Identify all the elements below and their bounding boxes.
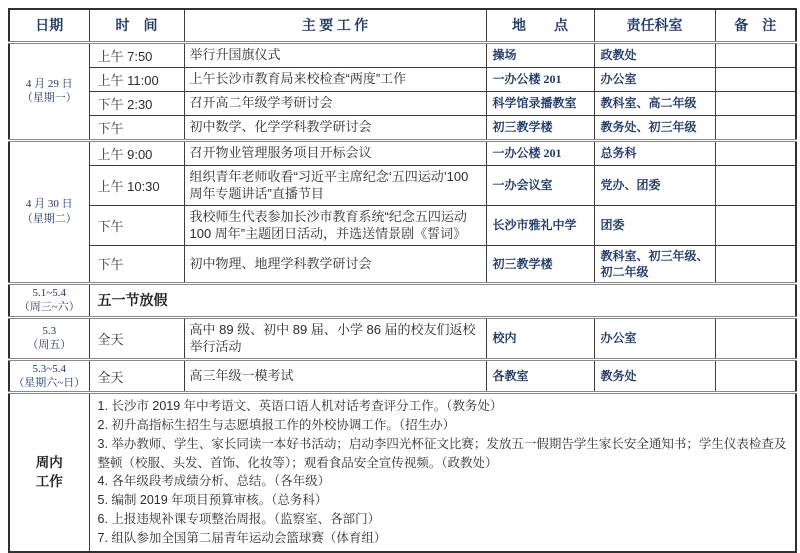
place-cell: 操场: [486, 42, 594, 67]
place-cell: 初三教学楼: [486, 115, 594, 140]
work-cell: 我校师生代表参加长沙市教育系统“纪念五四运动 100 周年”主题团日活动，并选送情景剧《誓词》: [184, 205, 486, 245]
weekly-work-list-cell: [89, 393, 796, 553]
place-cell: 各教室: [486, 359, 594, 393]
table-row: [9, 91, 796, 115]
weekly-item: 5. 编制 2019 年项目预算审核。（总务科）: [97, 493, 328, 508]
note-cell: [715, 165, 796, 205]
place-cell: 长沙市雅礼中学: [486, 205, 594, 245]
header-place: 地 点: [486, 9, 594, 42]
weekly-label-line2: 工作: [35, 473, 63, 489]
table-row: [9, 205, 796, 245]
time-cell: 上午 10:30: [89, 165, 184, 205]
table-row: [9, 317, 796, 359]
time-cell: 下午: [89, 245, 184, 283]
date-cell-may1-4: [9, 284, 89, 318]
time-cell: 上午 11:00: [89, 67, 184, 91]
dept-cell: 办公室: [594, 317, 715, 359]
table-row: [9, 67, 796, 91]
holiday-cell: 五一节放假: [89, 284, 796, 318]
date-cell-may3-4: [9, 359, 89, 393]
table-row: [9, 115, 796, 140]
table-row: [9, 140, 796, 165]
time-cell: 全天: [89, 359, 184, 393]
header-main-work: 主 要 工 作: [184, 9, 486, 42]
weekly-item: 4. 各年级段考成绩分析、总结。（各年级）: [97, 474, 331, 489]
place-cell: 一办公楼 201: [486, 67, 594, 91]
weekday-text: （周三~六）: [18, 301, 80, 314]
work-cell: 初中数学、化学学科教学研讨会: [184, 115, 486, 140]
note-cell: [715, 245, 796, 283]
table-row: [9, 42, 796, 67]
note-cell: [715, 42, 796, 67]
work-cell: 高中 89 级、初中 89 届、小学 86 届的校友们返校举行活动: [184, 317, 486, 359]
note-cell: [715, 140, 796, 165]
dept-cell: 教科室、高二年级: [594, 91, 715, 115]
weekly-item: 3. 举办教师、学生、家长同读一本好书活动；启动李四光杯征文比赛；发放五一假期告学生家长安全通知书；学生仪表检查及整顿（校服、头发、首饰、化妆等）；观看食品安全宣传视频。（政教处）: [97, 436, 787, 470]
note-cell: [715, 317, 796, 359]
dept-cell: 党办、团委: [594, 165, 715, 205]
work-cell: 举行升国旗仪式: [184, 42, 486, 67]
weekly-schedule-table: [8, 8, 797, 553]
work-cell: 召开高二年级学考研讨会: [184, 91, 486, 115]
table-row: [9, 165, 796, 205]
header-dept: 责任科室: [594, 9, 715, 42]
dept-cell: 政教处: [594, 42, 715, 67]
date-cell-apr30: [9, 140, 89, 284]
table-row: [9, 245, 796, 283]
header-time: 时 间: [89, 9, 184, 42]
date-text: 5.1~5.4: [32, 287, 66, 300]
weekly-work-label-cell: [9, 393, 89, 553]
dept-cell: 总务科: [594, 140, 715, 165]
work-cell: 上午长沙市教育局来校检查“两度”工作: [184, 67, 486, 91]
table-row: [9, 284, 796, 318]
weekday-text: （周五）: [27, 339, 72, 352]
time-cell: 上午 7:50: [89, 42, 184, 67]
table-row: [9, 393, 796, 553]
work-cell: 高三年级一模考试: [184, 359, 486, 393]
place-cell: 科学馆录播教室: [486, 91, 594, 115]
date-text: 4 月 29 日: [25, 77, 73, 90]
note-cell: [715, 67, 796, 91]
dept-cell: 团委: [594, 205, 715, 245]
date-text: 5.3~5.4: [32, 362, 66, 375]
table-row: [9, 359, 796, 393]
time-cell: 上午 9:00: [89, 140, 184, 165]
time-cell: 下午 2:30: [89, 91, 184, 115]
weekday-text: （星期一）: [21, 92, 77, 104]
work-cell: 组织青年老师收看“习近平主席纪念‘五四运动’100 周年专题讲话”直播节目: [184, 165, 486, 205]
note-cell: [715, 115, 796, 140]
date-text: 5.3: [42, 324, 57, 337]
header-note: 备 注: [715, 9, 796, 42]
weekday-text: （星期六~日）: [13, 377, 86, 390]
date-text: 4 月 30 日: [25, 198, 73, 211]
time-cell: 下午: [89, 205, 184, 245]
note-cell: [715, 359, 796, 393]
header-row: [9, 9, 796, 42]
date-cell-may3: [9, 317, 89, 359]
time-cell: 全天: [89, 317, 184, 359]
place-cell: 一办公楼 201: [486, 140, 594, 165]
time-cell: 下午: [89, 115, 184, 140]
place-cell: 初三教学楼: [486, 245, 594, 283]
work-cell: 初中物理、地理学科教学研讨会: [184, 245, 486, 283]
dept-cell: 办公室: [594, 67, 715, 91]
dept-cell: 教科室、初三年级、初二年级: [594, 245, 715, 283]
weekly-label-line1: 周内: [35, 454, 63, 470]
weekly-item: 2. 初升高指标生招生与志愿填报工作的外校协调工作。（招生办）: [97, 418, 456, 433]
date-cell-apr29: [9, 42, 89, 140]
note-cell: [715, 205, 796, 245]
place-cell: 一办会议室: [486, 165, 594, 205]
weekday-text: （星期二）: [21, 212, 77, 225]
note-cell: [715, 91, 796, 115]
weekly-item: 1. 长沙市 2019 年中考语文、英语口语人机对话考查评分工作。（教务处）: [97, 399, 503, 414]
header-date: 日期: [9, 9, 89, 42]
weekly-item: 6. 上报违规补课专项整治周报。（监察室、各部门）: [97, 511, 381, 526]
dept-cell: 教务处、初三年级: [594, 115, 715, 140]
place-cell: 校内: [486, 317, 594, 359]
dept-cell: 教务处: [594, 359, 715, 393]
weekly-item: 7. 组队参加全国第二届青年运动会篮球赛（体育组）: [97, 530, 387, 545]
work-cell: 召开物业管理服务项目开标会议: [184, 140, 486, 165]
